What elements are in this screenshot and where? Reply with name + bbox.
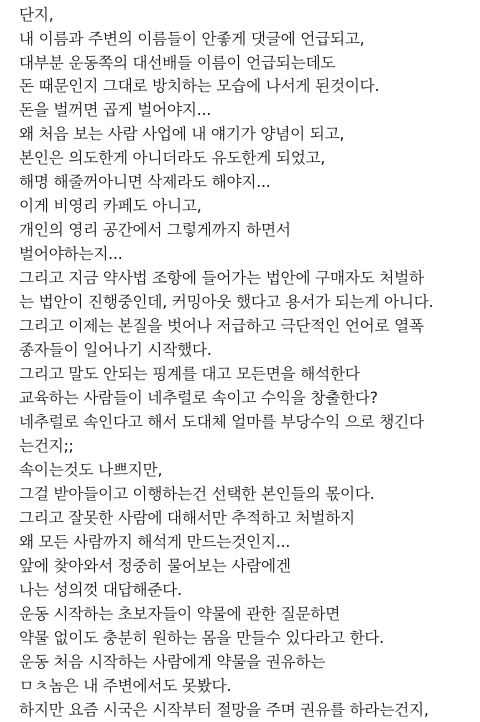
text-line: 이게 비영리 카페도 아니고,	[19, 197, 202, 215]
text-line: 그리고 잘못한 사람에 대해서만 추적하고 처벌하지	[19, 509, 355, 527]
text-line: 왜 모든 사람까지 해석게 만드는것인지...	[19, 533, 291, 551]
text-line: 벌어야하는지...	[19, 245, 123, 263]
text-line: 종자들이 일어나기 시작했다.	[19, 341, 212, 359]
text-line: 운동 시작하는 초보자들이 약물에 관한 질문하면	[19, 605, 341, 623]
text-line: 교육하는 사람들이 네추럴로 속이고 수익을 창출한다?	[19, 389, 378, 407]
text-line: 그리고 말도 안되는 핑계를 대고 모든면을 해석한다	[19, 365, 360, 383]
text-line: 는건지;;	[19, 437, 74, 455]
text-line: 대부분 운동쪽의 대선배들 이름이 언급되는데도	[19, 54, 336, 72]
text-line: 단지,	[19, 6, 54, 24]
text-line: 개인의 영리 공간에서 그렇게까지 하면서	[19, 221, 291, 239]
text-line: 그리고 지금 약사법 조항에 들어가는 법안에 구매자도 처벌하	[19, 269, 424, 287]
text-line: 는 법안이 진행중인데, 커밍아웃 했다고 용서가 되는게 아니다.	[19, 293, 434, 311]
text-line: 왜 처음 보는 사람 사업에 내 얘기가 양념이 되고,	[19, 125, 345, 143]
text-line: 운동 처음 시작하는 사람에게 약물을 권유하는	[19, 653, 326, 671]
text-line: 그리고 이제는 본질을 벗어나 저급하고 극단적인 언어로 열폭	[19, 317, 424, 335]
text-line: 나는 성의껏 대답해준다.	[19, 581, 182, 599]
text-line: 내 이름과 주변의 이름들이 안좋게 댓글에 언급되고,	[19, 30, 365, 48]
text-line: 하지만 요즘 시국은 시작부터 절망을 주며 권유를 하라는건지,	[19, 701, 429, 719]
text-line: 네추럴로 속인다고 해서 도대체 얼마를 부당수익 으로 챙긴다	[19, 413, 424, 431]
text-line: 돈 때문인지 그대로 방치하는 모습에 나서게 된것이다.	[19, 77, 380, 95]
text-line: 그걸 받아들이고 이행하는건 선택한 본인들의 몫이다.	[19, 485, 375, 503]
text-line: 돈을 벌꺼면 곱게 벌어야지...	[19, 101, 212, 119]
text-line: 앞에 찾아와서 정중히 물어보는 사람에겐	[19, 557, 291, 575]
text-line: 해명 해줄꺼아니면 삭제라도 해야지...	[19, 173, 271, 191]
text-line: 속이는것도 나쁘지만,	[19, 461, 163, 479]
text-line: 본인은 의도한게 아니더라도 유도한게 되었고,	[19, 149, 326, 167]
text-line: ㅁㅊ놈은 내 주변에서도 못봤다.	[19, 677, 232, 695]
text-line: 약물 없이도 충분히 원하는 몸을 만들수 있다라고 한다.	[19, 629, 385, 647]
